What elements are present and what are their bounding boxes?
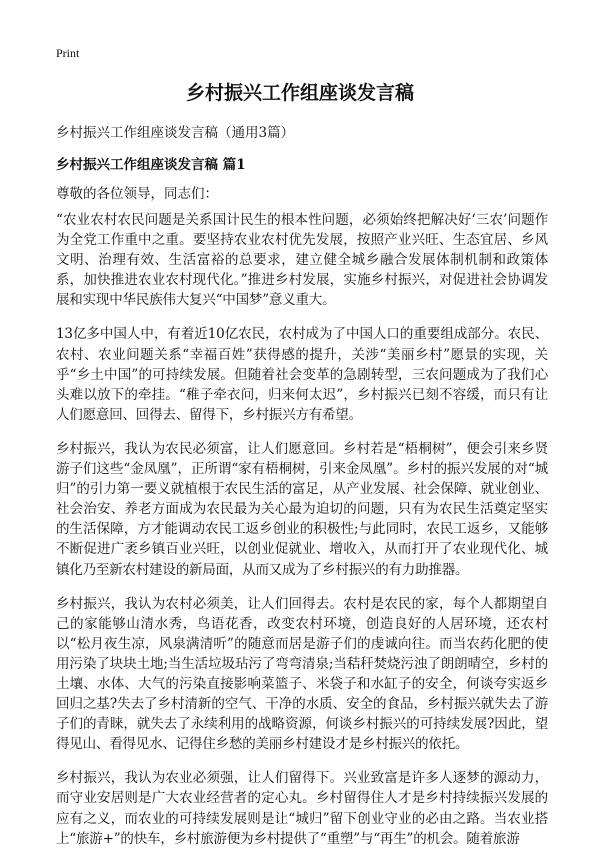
paragraph-3: 乡村振兴，我认为农民必须富，让人们愿意回。乡村若是“梧桐树”，便会引来乡贤游子们这些“金凤凰”，正所谓“家有梧桐树，引来金凤凰”。乡村的振兴发展的对“城归”的引力第一要义就植根于农民生活的富足，从产业发展、社会保障、就业创业、社会治安、养老方面成为农民最为关心最为迫切的问题，只有为农民生活奠定坚实的生活保障，方才能调动农民工返乡创业的积极性;与此同时，农民工返乡，又能够不断促进广袤乡镇百业兴旺，以创业促就业、增收入，从而打开了农业现代化、城镇化乃至新农村建设的新局面，从而又成为了乡村振兴的有力助推器。: [56, 440, 548, 578]
salutation: 尊敬的各位领导，同志们：: [56, 186, 218, 202]
document-title: 乡村振兴工作组座谈发言稿: [185, 82, 414, 104]
paragraph-2: 13亿多中国人中，有着近10亿农民，农村成为了中国人口的重要组成部分。农民、农村、农业问题关系“幸福百姓”获得感的提升，关涉“美丽乡村”愿景的实现，关乎“乡土中国”的可持续发展。但随着社会变革的急剧转型，三农问题成为了我们心头难以放下的牵挂。“稚子牵衣问，归来何太迟”，乡村振兴已刻不容缓，而只有让人们愿意回、回得去、留得下，乡村振兴方有希望。: [56, 326, 548, 423]
paragraph-4: 乡村振兴，我认为农村必须美，让人们回得去。农村是农民的家，每个人都期望自己的家能够山清水秀，鸟语花香，改变农村环境，创造良好的人居环境，还农村以“松月夜生凉，风泉满清听”的随意而居是游子们的虔诚向往。而当农药化肥的使用污染了块块土地;当生活垃圾玷污了弯弯清泉;当秸秆焚烧污浊了朗朗晴空，乡村的土壤、水体、大气的污染直接影响菜篮子、米袋子和水缸子的安全，何谈夸实返乡回归之基?失去了乡村清新的空气、干净的水质、安全的食品，乡村振兴就失去了游子们的青睐，就失去了永续利用的战略资源，何谈乡村振兴的可持续发展?因此，望得见山、看得见水、记得住乡愁的美丽乡村建设才是乡村振兴的依托。: [56, 595, 548, 753]
paragraph-1: “农业农村农民问题是关系国计民生的根本性问题，必须始终把解决好‘三农’问题作为全党工作重中之重。要坚持农业农村优先发展，按照产业兴旺、生态宜居、乡风文明、治理有效、生活富裕的总要求，建立健全城乡融合发展体制机制和政策体系，加快推进农业农村现代化。”推进乡村发展，实施乡村振兴，对促进社会协调发展和实现中华民族伟大复兴“中国梦”意义重大。: [56, 212, 548, 309]
article-body: [56, 210, 548, 863]
article-heading: 乡村振兴工作组座谈发言稿 篇1: [56, 157, 246, 173]
print-link[interactable]: Print: [56, 46, 80, 60]
document-subtitle: 乡村振兴工作组座谈发言稿（通用3篇）: [56, 125, 295, 141]
paragraph-5: 乡村振兴，我认为农业必须强，让人们留得下。兴业致富是许多人逐梦的源动力，而守业安居则是广大农业经营者的定心丸。乡村留得住人才是乡村持续振兴发展的应有之义，而农业的可持续发展则是让“城归”留下创业守业的必由之路。当农业搭上“旅游+”的快车，乡村旅游便为乡村提供了“重塑”与“再生”的机会。随着旅游: [56, 770, 548, 847]
